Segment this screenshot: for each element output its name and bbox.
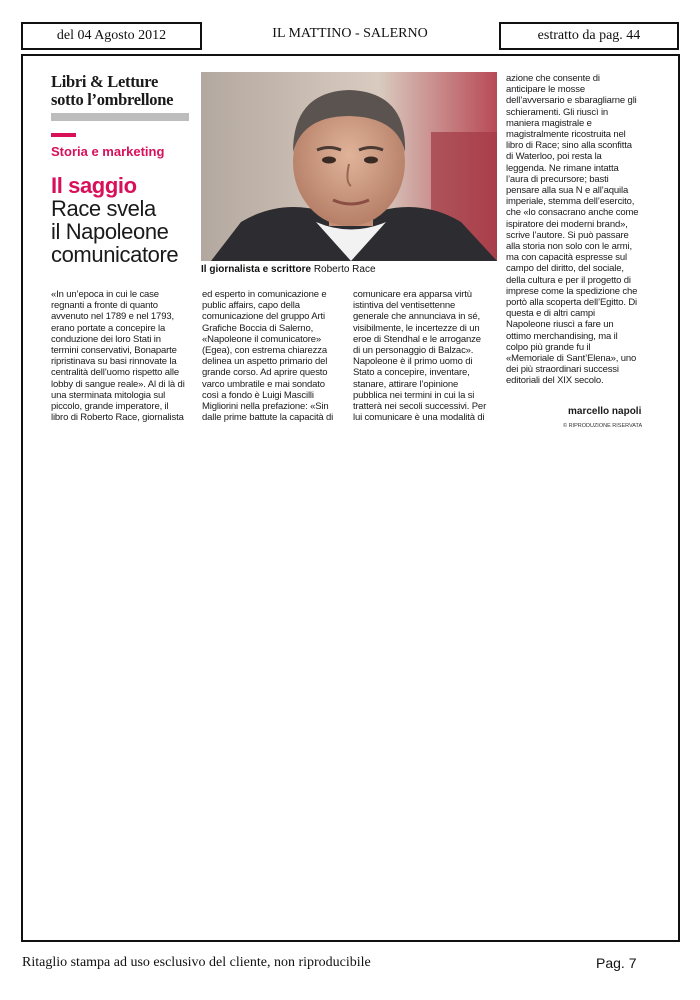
text-line: maniera magistrale e bbox=[506, 117, 592, 129]
text-line: imprese come la spedizione che bbox=[506, 285, 638, 297]
headline-line: il Napoleone bbox=[51, 219, 169, 244]
footer-disclaimer: Ritaglio stampa ad uso esclusivo del cliente, non riproducibile bbox=[22, 955, 371, 970]
text-line: Napoleone è il primo uomo di bbox=[353, 356, 473, 368]
header-extract: estratto da pag. 44 bbox=[537, 28, 641, 43]
text-line: dell’avversario e sbaragliarne gli bbox=[506, 95, 637, 107]
text-line: varco umbratile e mai sondato bbox=[202, 378, 325, 390]
text-line: azione che consente di bbox=[506, 73, 600, 84]
text-line: lui comunicare è una modalità di bbox=[353, 412, 485, 424]
caption-bold: Il giornalista e scrittore bbox=[201, 264, 312, 275]
text-line: public affairs, capo della bbox=[202, 300, 300, 312]
text-line: editoriali del XIX secolo. bbox=[506, 375, 604, 387]
text-line: tratterà nei secoli successivi. Per bbox=[353, 401, 487, 413]
text-line: così a fondo è Luigi Mascilli bbox=[202, 389, 314, 401]
text-line: che «lo consacrano anche come bbox=[506, 207, 639, 219]
text-line: comunicazione del gruppo Arti bbox=[202, 311, 325, 323]
header-date: del 04 Agosto 2012 bbox=[56, 28, 167, 43]
header-date-box bbox=[21, 22, 202, 50]
footer-page-number: Pag. 7 bbox=[596, 955, 637, 971]
author-signature: marcello napoli bbox=[568, 406, 642, 417]
text-line: visibilmente, le incertezze di un bbox=[353, 322, 480, 334]
text-line: dei più straordinari successi bbox=[506, 364, 619, 376]
text-line: pensare alla sua N e all’aquila bbox=[506, 185, 629, 197]
text-line: istintiva del ventisettenne bbox=[353, 300, 456, 312]
headline-line: Race svela bbox=[51, 196, 156, 221]
section-rubric bbox=[51, 73, 189, 109]
text-line: ed esperto in comunicazione e bbox=[202, 289, 327, 300]
text-line: «Memoriale di Sant’Elena», uno bbox=[506, 353, 637, 365]
text-line: l’aura di precursore; basti bbox=[506, 173, 609, 185]
text-line: anticipare le mosse bbox=[506, 84, 585, 96]
text-line: magistralmente ricostruita nel bbox=[506, 129, 626, 141]
text-line: «Napoleone il comunicatore» bbox=[202, 333, 322, 345]
author-photo bbox=[201, 72, 497, 261]
text-line: scrive l’autore. Si può passare bbox=[506, 229, 629, 241]
article-column-1 bbox=[51, 289, 191, 423]
text-line: termini conservativi, Bonaparte bbox=[51, 345, 177, 357]
text-line: ma con capacità espresse sul bbox=[506, 252, 627, 264]
kicker: Storia e marketing bbox=[51, 144, 165, 159]
text-line: Grafiche Boccia di Salerno, bbox=[202, 322, 314, 334]
text-line: alla storia non solo con le armi, bbox=[506, 241, 633, 253]
text-line: regnanti a fronte di quanto bbox=[51, 300, 158, 312]
text-line: Migliorini nella prefazione: «Sin bbox=[202, 401, 329, 413]
text-line: schieramenti. Gli riuscì in bbox=[506, 106, 609, 118]
text-line: (Egea), con estrema chiarezza bbox=[202, 345, 328, 357]
text-line: piccolo, grande imperatore, il bbox=[51, 401, 169, 413]
text-line: eroe di Stendhal e le arroganze bbox=[353, 333, 481, 345]
text-line: generale che annunciava in sé, bbox=[353, 311, 481, 323]
photo-caption bbox=[201, 264, 376, 275]
text-line: centralità dell’uomo rispetto alle bbox=[51, 367, 179, 379]
rights-notice: © RIPRODUZIONE RISERVATA bbox=[563, 423, 643, 429]
text-line: libro di Roberto Race, giornalista bbox=[51, 412, 184, 424]
header-publication: IL MATTINO - SALERNO bbox=[272, 26, 428, 41]
text-line: ispiratore dei moderni brand», bbox=[506, 218, 628, 230]
text-line: erano portate a concepire la bbox=[51, 322, 166, 334]
rubric-line: Libri & Letture bbox=[51, 72, 159, 91]
text-line: campo del diritto, del sociale, bbox=[506, 263, 624, 275]
rubric-rule bbox=[51, 113, 189, 121]
text-line: questa e di altri campi bbox=[506, 308, 595, 320]
text-line: ripristinava su basi rinnovate la bbox=[51, 356, 177, 368]
text-line: della cultura e per il progetto di bbox=[506, 274, 631, 286]
article-column-2 bbox=[202, 289, 342, 423]
accent-rule bbox=[51, 133, 76, 137]
text-line: portò alla scoperta dell’Egitto. Di bbox=[506, 297, 637, 309]
text-line: delinea un aspetto primario del bbox=[202, 356, 328, 368]
headline-lead: Il saggio bbox=[51, 173, 137, 198]
text-line: pubblica nei termini in cui la si bbox=[353, 389, 475, 401]
text-line: avvenuto nel 1789 e nel 1793, bbox=[51, 311, 174, 323]
text-line: Stato a concepire, inventare, bbox=[353, 367, 470, 379]
caption-name: Roberto Race bbox=[313, 264, 376, 275]
text-line: colpo più grande fu il bbox=[506, 341, 591, 353]
text-line: di un personaggio di Balzac». bbox=[353, 345, 474, 357]
headline-line: comunicatore bbox=[51, 242, 179, 267]
text-line: comunicare era apparsa virtù bbox=[353, 289, 472, 300]
article-column-4 bbox=[506, 73, 648, 387]
headline bbox=[51, 174, 201, 266]
text-line: conduzione dei loro Stati in bbox=[51, 333, 161, 345]
text-line: Napoleone riuscì a fare un bbox=[506, 319, 614, 331]
text-line: dalle prime battute la capacità di bbox=[202, 412, 334, 424]
text-line: libro di Race; sino alla sconfitta bbox=[506, 140, 632, 152]
text-line: leggenda. Ne rimane intatta bbox=[506, 162, 619, 174]
rubric-line: sotto l’ombrellone bbox=[51, 90, 174, 109]
text-line: grande corso. Ad aprire questo bbox=[202, 367, 328, 379]
article-column-3 bbox=[353, 289, 497, 423]
text-line: imperiale, stemma dell’esercito, bbox=[506, 196, 635, 208]
text-line: lobby di sangue reale». Al di là di bbox=[51, 378, 185, 390]
text-line: «In un’epoca in cui le case bbox=[51, 289, 159, 300]
text-line: di Waterloo, poi resta la bbox=[506, 151, 602, 163]
text-line: una sterminata mitologia sul bbox=[51, 389, 166, 401]
text-line: ottimo merchandising, ma il bbox=[506, 330, 618, 342]
text-line: stanare, attirare l’opinione bbox=[353, 378, 459, 390]
header-extract-box bbox=[499, 22, 679, 50]
